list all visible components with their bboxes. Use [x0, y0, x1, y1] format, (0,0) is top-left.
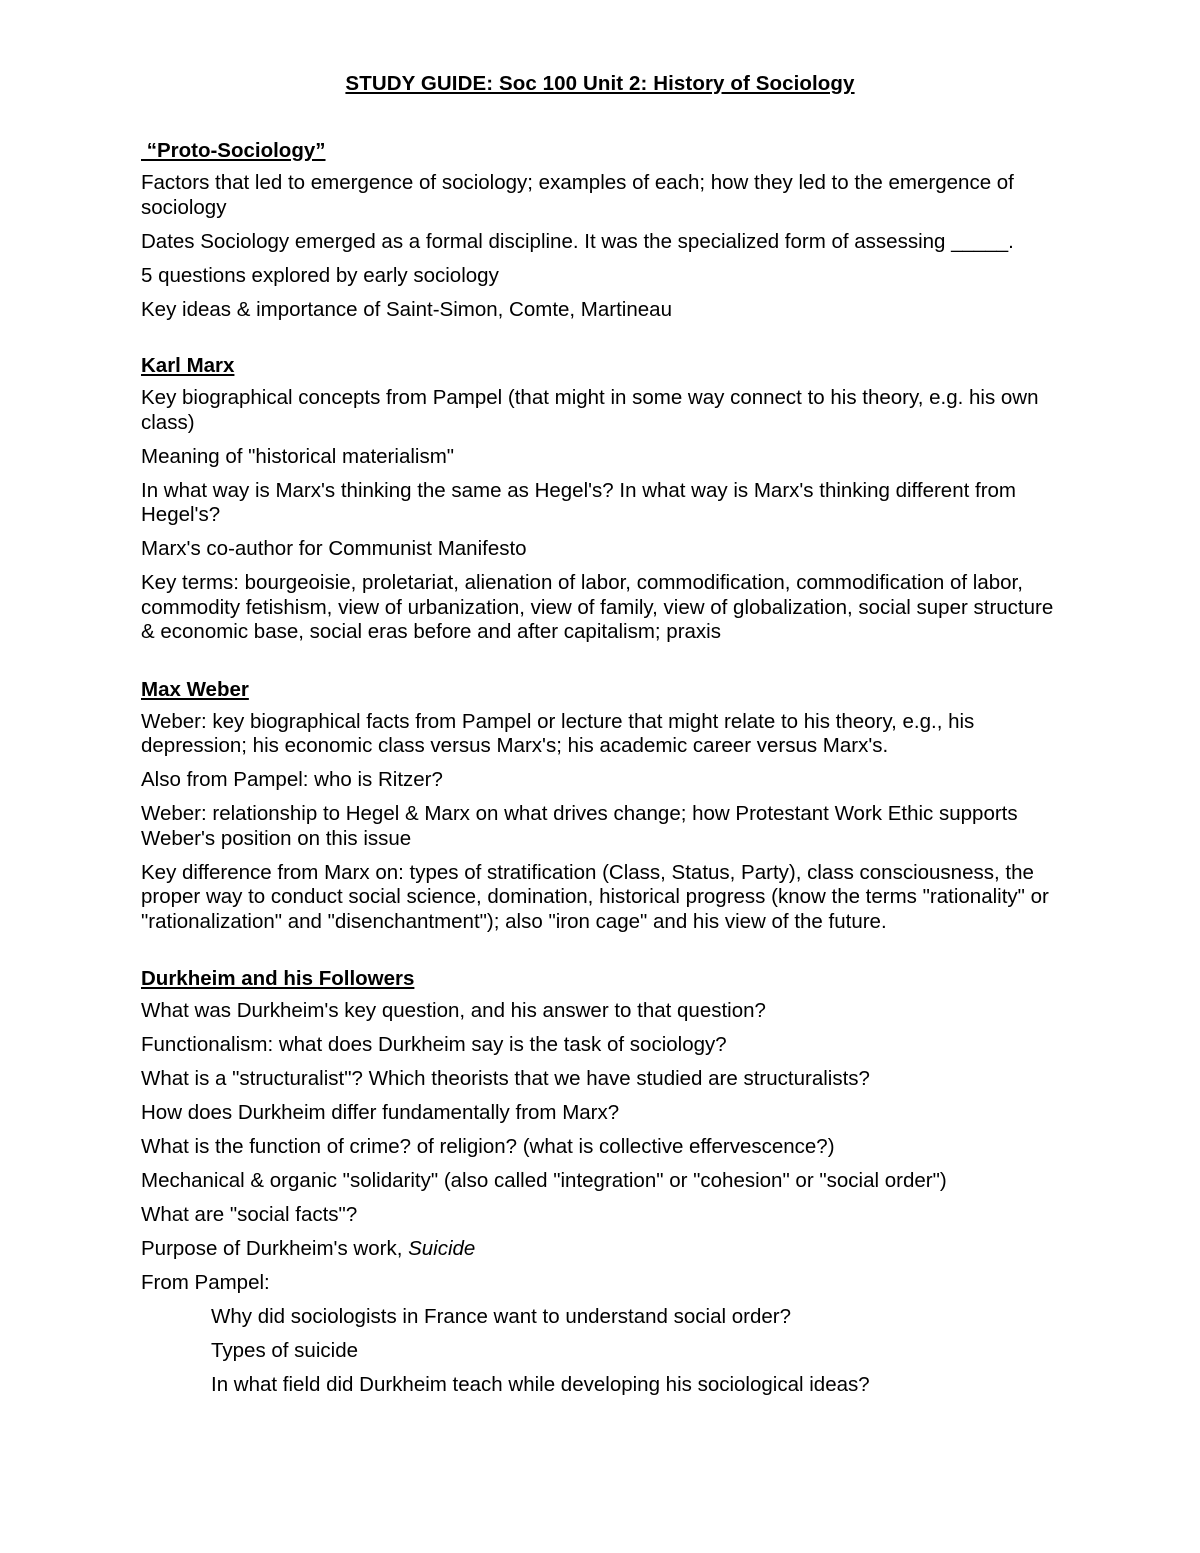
list-item: What are "social facts"? — [141, 1203, 358, 1226]
list-item: Mechanical & organic "solidarity" (also called "integration" or "cohesion" or "social order") — [141, 1169, 947, 1192]
list-item: Factors that led to emergence of sociology; examples of each; how they led to the emergence of sociology — [141, 171, 1014, 219]
book-title-suicide: Suicide — [408, 1237, 476, 1260]
section-karl-marx — [141, 354, 1066, 645]
document-title: STUDY GUIDE: Soc 100 Unit 2: History of Sociology — [345, 72, 855, 95]
list-item: What was Durkheim's key question, and his answer to that question? — [141, 999, 766, 1022]
list-item: Marx's co-author for Communist Manifesto — [141, 537, 527, 560]
list-item: Key difference from Marx on: types of stratification (Class, Status, Party), class consciousness, the proper way to conduct social science, domination, historical progress (know the terms "rationality" or "rationalization" and "disenchantment"); also "iron cage" and his view of the future. — [141, 860, 1049, 933]
list-item: 5 questions explored by early sociology — [141, 263, 499, 287]
section-heading: Karl Marx — [141, 354, 235, 377]
section-proto-sociology — [141, 139, 1066, 322]
list-item: Also from Pampel: who is Ritzer? — [141, 768, 443, 791]
list-item: Weber: relationship to Hegel & Marx on what drives change; how Protestant Work Ethic supports Weber's position on this issue — [141, 802, 1018, 850]
list-item: In what way is Marx's thinking the same as Hegel's? In what way is Marx's thinking different from Hegel's? — [141, 478, 1017, 526]
sub-list-item: Why did sociologists in France want to understand social order? — [211, 1305, 791, 1328]
section-heading: Durkheim and his Followers — [141, 967, 415, 990]
sub-list-item: Types of suicide — [211, 1339, 358, 1362]
list-item: What is a "structuralist"? Which theorists that we have studied are structuralists? — [141, 1067, 870, 1090]
list-item: From Pampel: — [141, 1271, 270, 1294]
list-item: Meaning of "historical materialism" — [141, 444, 455, 468]
list-item: Dates Sociology emerged as a formal discipline. It was the specialized form of assessing _____. — [141, 229, 1014, 253]
section-durkheim — [141, 967, 1066, 1398]
list-item: How does Durkheim differ fundamentally from Marx? — [141, 1101, 620, 1124]
list-item: What is the function of crime? of religion? (what is collective effervescence?) — [141, 1135, 835, 1158]
document-body — [141, 139, 1066, 1431]
list-item: Key biographical concepts from Pampel (that might in some way connect to his theory, e.g. his own class) — [141, 386, 1039, 434]
list-item: Functionalism: what does Durkheim say is the task of sociology? — [141, 1033, 727, 1056]
section-max-weber — [141, 678, 1066, 935]
sub-list-item: In what field did Durkheim teach while developing his sociological ideas? — [211, 1373, 870, 1396]
list-item: Key terms: bourgeoisie, proletariat, alienation of labor, commodification, commodification of labor, commodity fetishism, view of urbanization, view of family, view of globalization, social super structure & economic base, social eras before and after capitalism; praxis — [141, 571, 1054, 643]
section-heading: “Proto-Sociology” — [141, 139, 326, 162]
list-item: Weber: key biographical facts from Pampel or lecture that might relate to his theory, e.g., his depression; his economic class versus Marx's; his academic career versus Marx's. — [141, 709, 975, 757]
list-item: Key ideas & importance of Saint-Simon, Comte, Martineau — [141, 297, 672, 321]
list-item-text: Purpose of Durkheim's work, — [141, 1237, 409, 1260]
list-item-suicide — [141, 1237, 1066, 1262]
section-heading: Max Weber — [141, 677, 249, 701]
